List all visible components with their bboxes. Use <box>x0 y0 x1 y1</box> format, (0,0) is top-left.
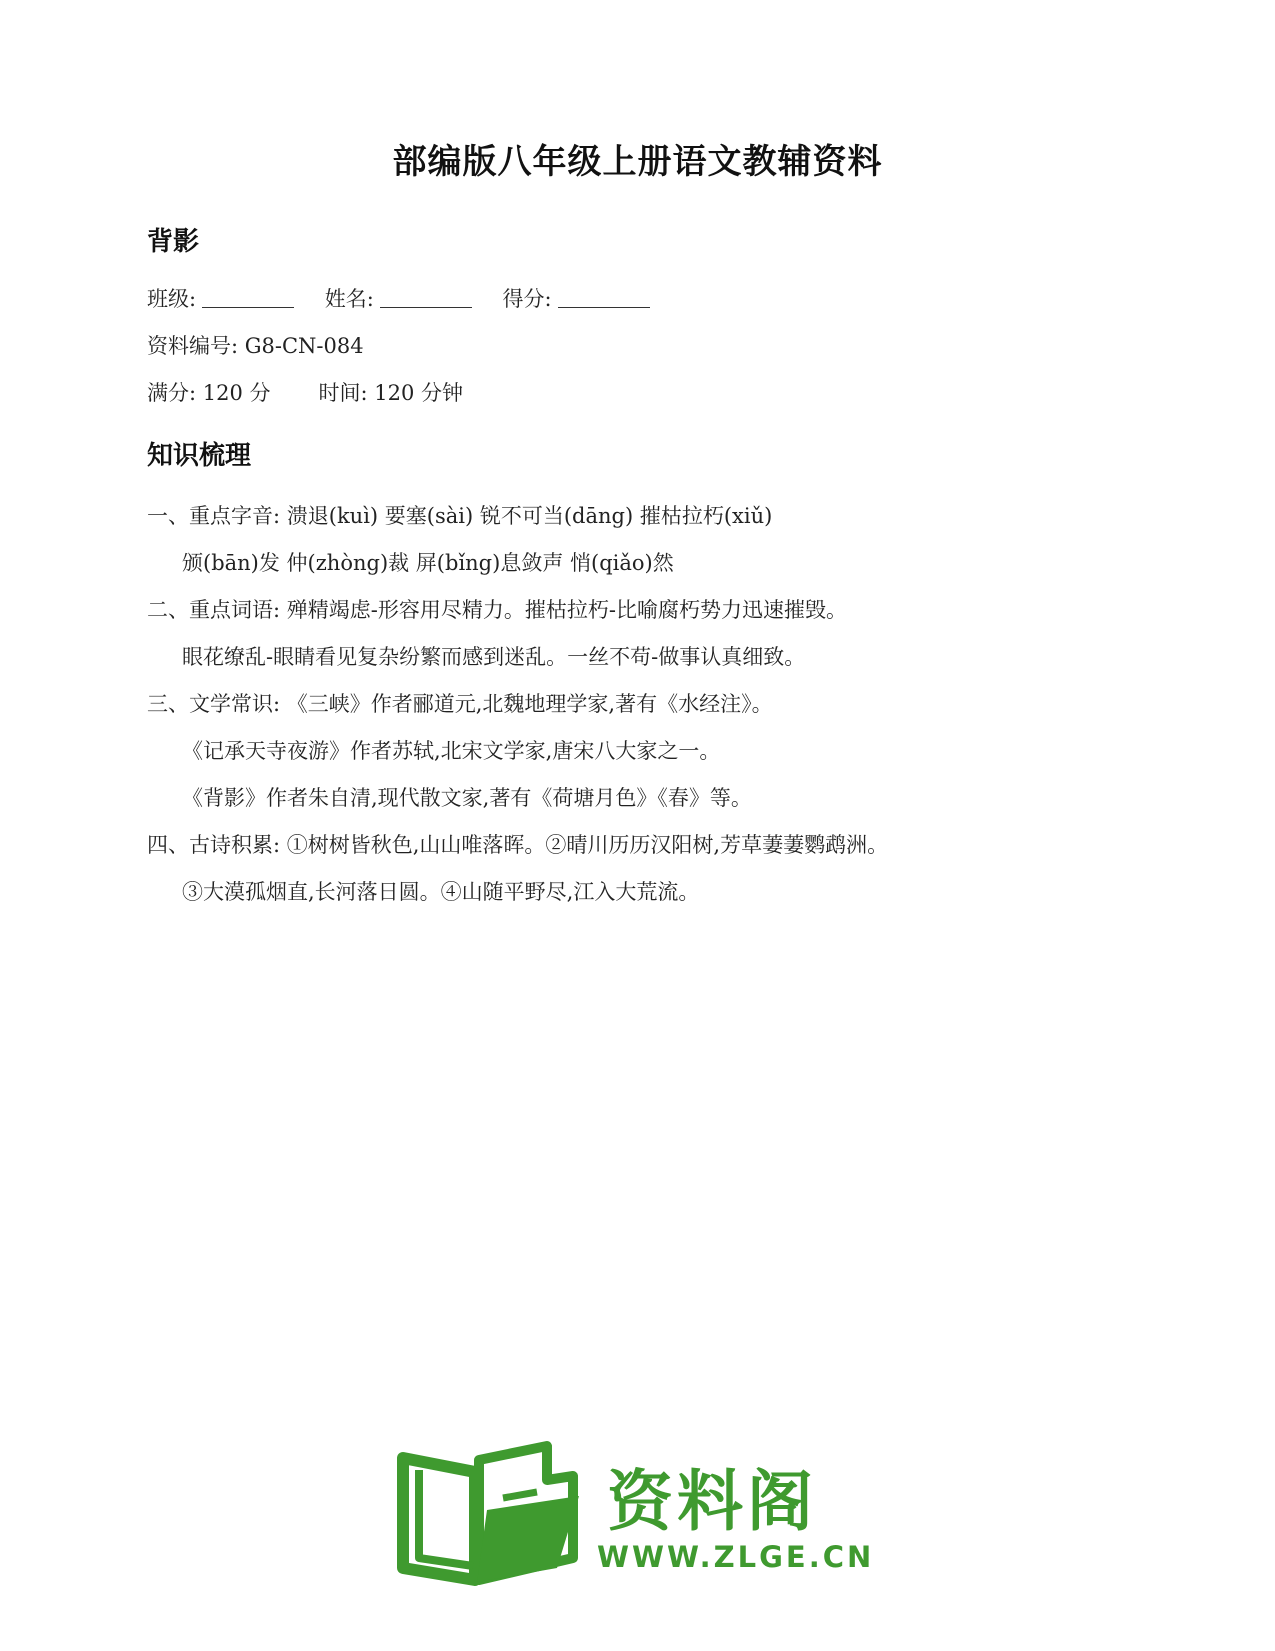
exam-time: 时间: 120 分钟 <box>318 381 464 405</box>
score-blank[interactable] <box>558 287 650 308</box>
section-heading-knowledge: 知识梳理 <box>147 441 252 471</box>
knowledge-line-5: 三、文学常识: 《三峡》作者郦道元,北魏地理学家,著有《水经注》。 <box>147 692 773 716</box>
knowledge-line-4: 眼花缭乱-眼睛看见复杂纷繁而感到迷乱。一丝不苟-做事认真细致。 <box>182 645 806 669</box>
document-title: 部编版八年级上册语文教辅资料 <box>392 142 883 182</box>
full-score: 满分: 120 分 <box>147 381 271 405</box>
knowledge-line-7: 《背影》作者朱自清,现代散文家,著有《荷塘月色》《春》等。 <box>182 786 752 810</box>
name-label: 姓名: <box>324 287 374 311</box>
name-blank[interactable] <box>380 287 472 308</box>
info-fields-row <box>147 285 674 313</box>
logo-name: 资料阁 <box>607 1463 817 1540</box>
knowledge-line-9: ③大漠孤烟直,长河落日圆。④山随平野尽,江入大荒流。 <box>182 880 700 904</box>
material-code: 资料编号: G8-CN-084 <box>147 334 364 358</box>
class-field <box>147 285 294 313</box>
score-label: 得分: <box>502 287 552 311</box>
site-logo <box>397 1440 877 1590</box>
logo-url[interactable]: WWW.ZLGE.CN <box>597 1540 875 1574</box>
class-label: 班级: <box>147 287 197 311</box>
knowledge-line-8: 四、古诗积累: ①树树皆秋色,山山唯落晖。②晴川历历汉阳树,芳草萋萋鹦鹉洲。 <box>147 833 889 857</box>
score-field <box>503 285 650 313</box>
open-book-folder-icon <box>397 1440 597 1590</box>
knowledge-line-1: 一、重点字音: 溃退(kuì) 要塞(sài) 锐不可当(dāng) 摧枯拉朽(xiǔ) <box>147 504 773 528</box>
class-blank[interactable] <box>202 287 294 308</box>
knowledge-line-3: 二、重点词语: 殚精竭虑-形容用尽精力。摧枯拉朽-比喻腐朽势力迅速摧毁。 <box>147 598 847 622</box>
section-heading-beiying: 背影 <box>147 227 200 257</box>
knowledge-line-6: 《记承天寺夜游》作者苏轼,北宋文学家,唐宋八大家之一。 <box>182 739 721 763</box>
score-time-row <box>147 379 463 407</box>
name-field <box>325 285 472 313</box>
knowledge-line-2: 颁(bān)发 仲(zhòng)裁 屏(bǐng)息敛声 悄(qiǎo)然 <box>182 551 674 575</box>
